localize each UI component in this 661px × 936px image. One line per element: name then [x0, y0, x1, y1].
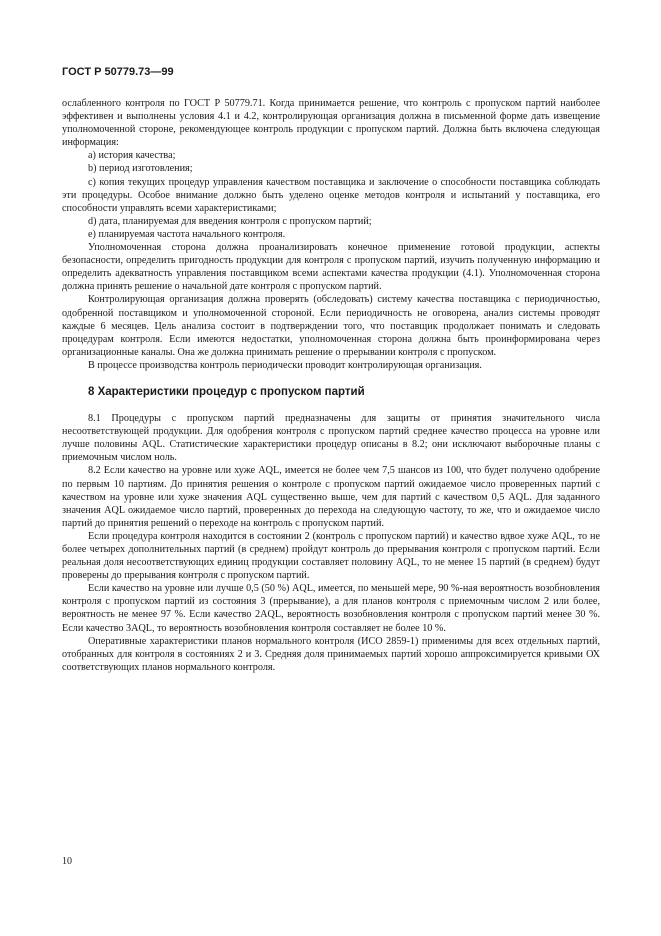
- paragraph: Если процедура контроля находится в состоянии 2 (контроль с пропуском партий) и качество вдвое хуже AQL, то не более четырех дополнительных партий (в среднем) пройдут контроль до прерывания контроля с пропуском партий. Если реальная доля несоответствующих единиц продукции составляет половину AQL, то не менее 15 партий (в среднем) будут проверены до прерывания контроля с пропуском партий.: [62, 530, 600, 582]
- bottom-paragraphs: [62, 412, 600, 674]
- document-body: [62, 97, 600, 674]
- paragraph: 8.2 Если качество на уровне или хуже AQL, имеется не более чем 7,5 шансов из 100, что будет получено одобрение по первым 10 партиям. До принятия решения о контроле с пропуском партий ожидаемое число проверенных партий с качеством на уровне или хуже значения AQL существенно выше, чем для партий с качеством 0,5 AQL. Для заданного значения AQL ожидаемое число партий, проверенных до перехода на следующую частоту, то же, что и ожидаемое число партий до принятия решений о переходе на контроль с пропуском партий.: [62, 465, 600, 529]
- paragraph: 8.1 Процедуры с пропуском партий предназначены для защиты от принятия значительного числа несоответствующей продукции. Для одобрения контроля с пропуском партий среднее качество процесса на уровне или лучше половины AQL. Статистические характеристики процедур описаны в 8.2; они исключают выборочные планы с приемочным числом ноль.: [62, 413, 600, 464]
- paragraph: b) период изготовления;: [88, 163, 193, 175]
- section-title: 8 Характеристики процедур с пропуском партий: [88, 385, 365, 398]
- paragraph: В процессе производства контроль периодически проводит контролирующая организация.: [88, 359, 482, 371]
- top-paragraphs: [62, 97, 600, 372]
- paragraph: а) история качества;: [88, 150, 176, 162]
- paragraph: Оперативные характеристики планов нормального контроля (ИСО 2859-1) применимы для всех отдельных партий, отобранных для контроля в состояниях 2 и 3. Средняя доля принимаемых партий хорошо аппроксимируется кривыми ОХ соответствующих планов нормального контроля.: [62, 635, 600, 673]
- paragraph: Контролирующая организация должна проверять (обследовать) систему качества поставщика с периодичностью, одобренной поставщиком и уполномоченной стороной. Если периодичность не оговорена, анализ системы проводят каждые 6 месяцев. Цель анализа состоит в подтверждении того, что поставщик продолжает понимать и следовать процедурам контроля. Если имеются недостатки, уполномоченная сторона должна быть проинформирована через организационные каналы. Она же должна принимать решение о прерывании контроля с пропуском.: [62, 294, 600, 358]
- page-number: 10: [62, 856, 72, 867]
- paragraph: с) копия текущих процедур управления качеством поставщика и заключение о способности поставщика соблюдать эти процедуры. Особое внимание должно быть уделено оценке методов контроля и испытаний у поставщика, его способности управлять всеми характеристиками;: [62, 176, 600, 214]
- paragraph: е) планируемая частота начального контроля.: [88, 228, 286, 240]
- paragraph: d) дата, планируемая для введения контроля с пропуском партий;: [88, 215, 372, 227]
- paragraph: ослабленного контроля по ГОСТ Р 50779.71. Когда принимается решение, что контроль с пропуском партий наиболее эффективен и выполнены условия 4.1 и 4.2, контролирующая организация должна в письменной форме дать извещение уполномоченной стороне, рекомендующее контроль продукции с пропуском партий. Должна быть включена следующая информация:: [62, 98, 600, 149]
- paragraph: Если качество на уровне или лучше 0,5 (50 %) AQL, имеется, по меньшей мере, 90 %-ная вероятность возобновления контроля с пропуском партий из состояния 3 (прерывание), а для планов контроля с приемочным числом 2 или более, вероятность не менее 97 %. Если качество 2AQL, вероятность возобновления контроля с пропуском партий менее 30 %. Если качество 3AQL, то вероятность возобновления контроля составляет не более 10 %.: [62, 583, 600, 634]
- document-header: ГОСТ Р 50779.73—99: [62, 66, 174, 78]
- paragraph: Уполномоченная сторона должна проанализировать конечное применение готовой продукции, аспекты безопасности, определить пригодность продукции для контроля с пропуском партий, изучить полученную информацию и определить адекватность управления поставщиком всеми аспектами качества продукции (4.1). Уполномоченная сторона должна принять решение о начальной дате контроля с пропуском партий.: [62, 242, 600, 293]
